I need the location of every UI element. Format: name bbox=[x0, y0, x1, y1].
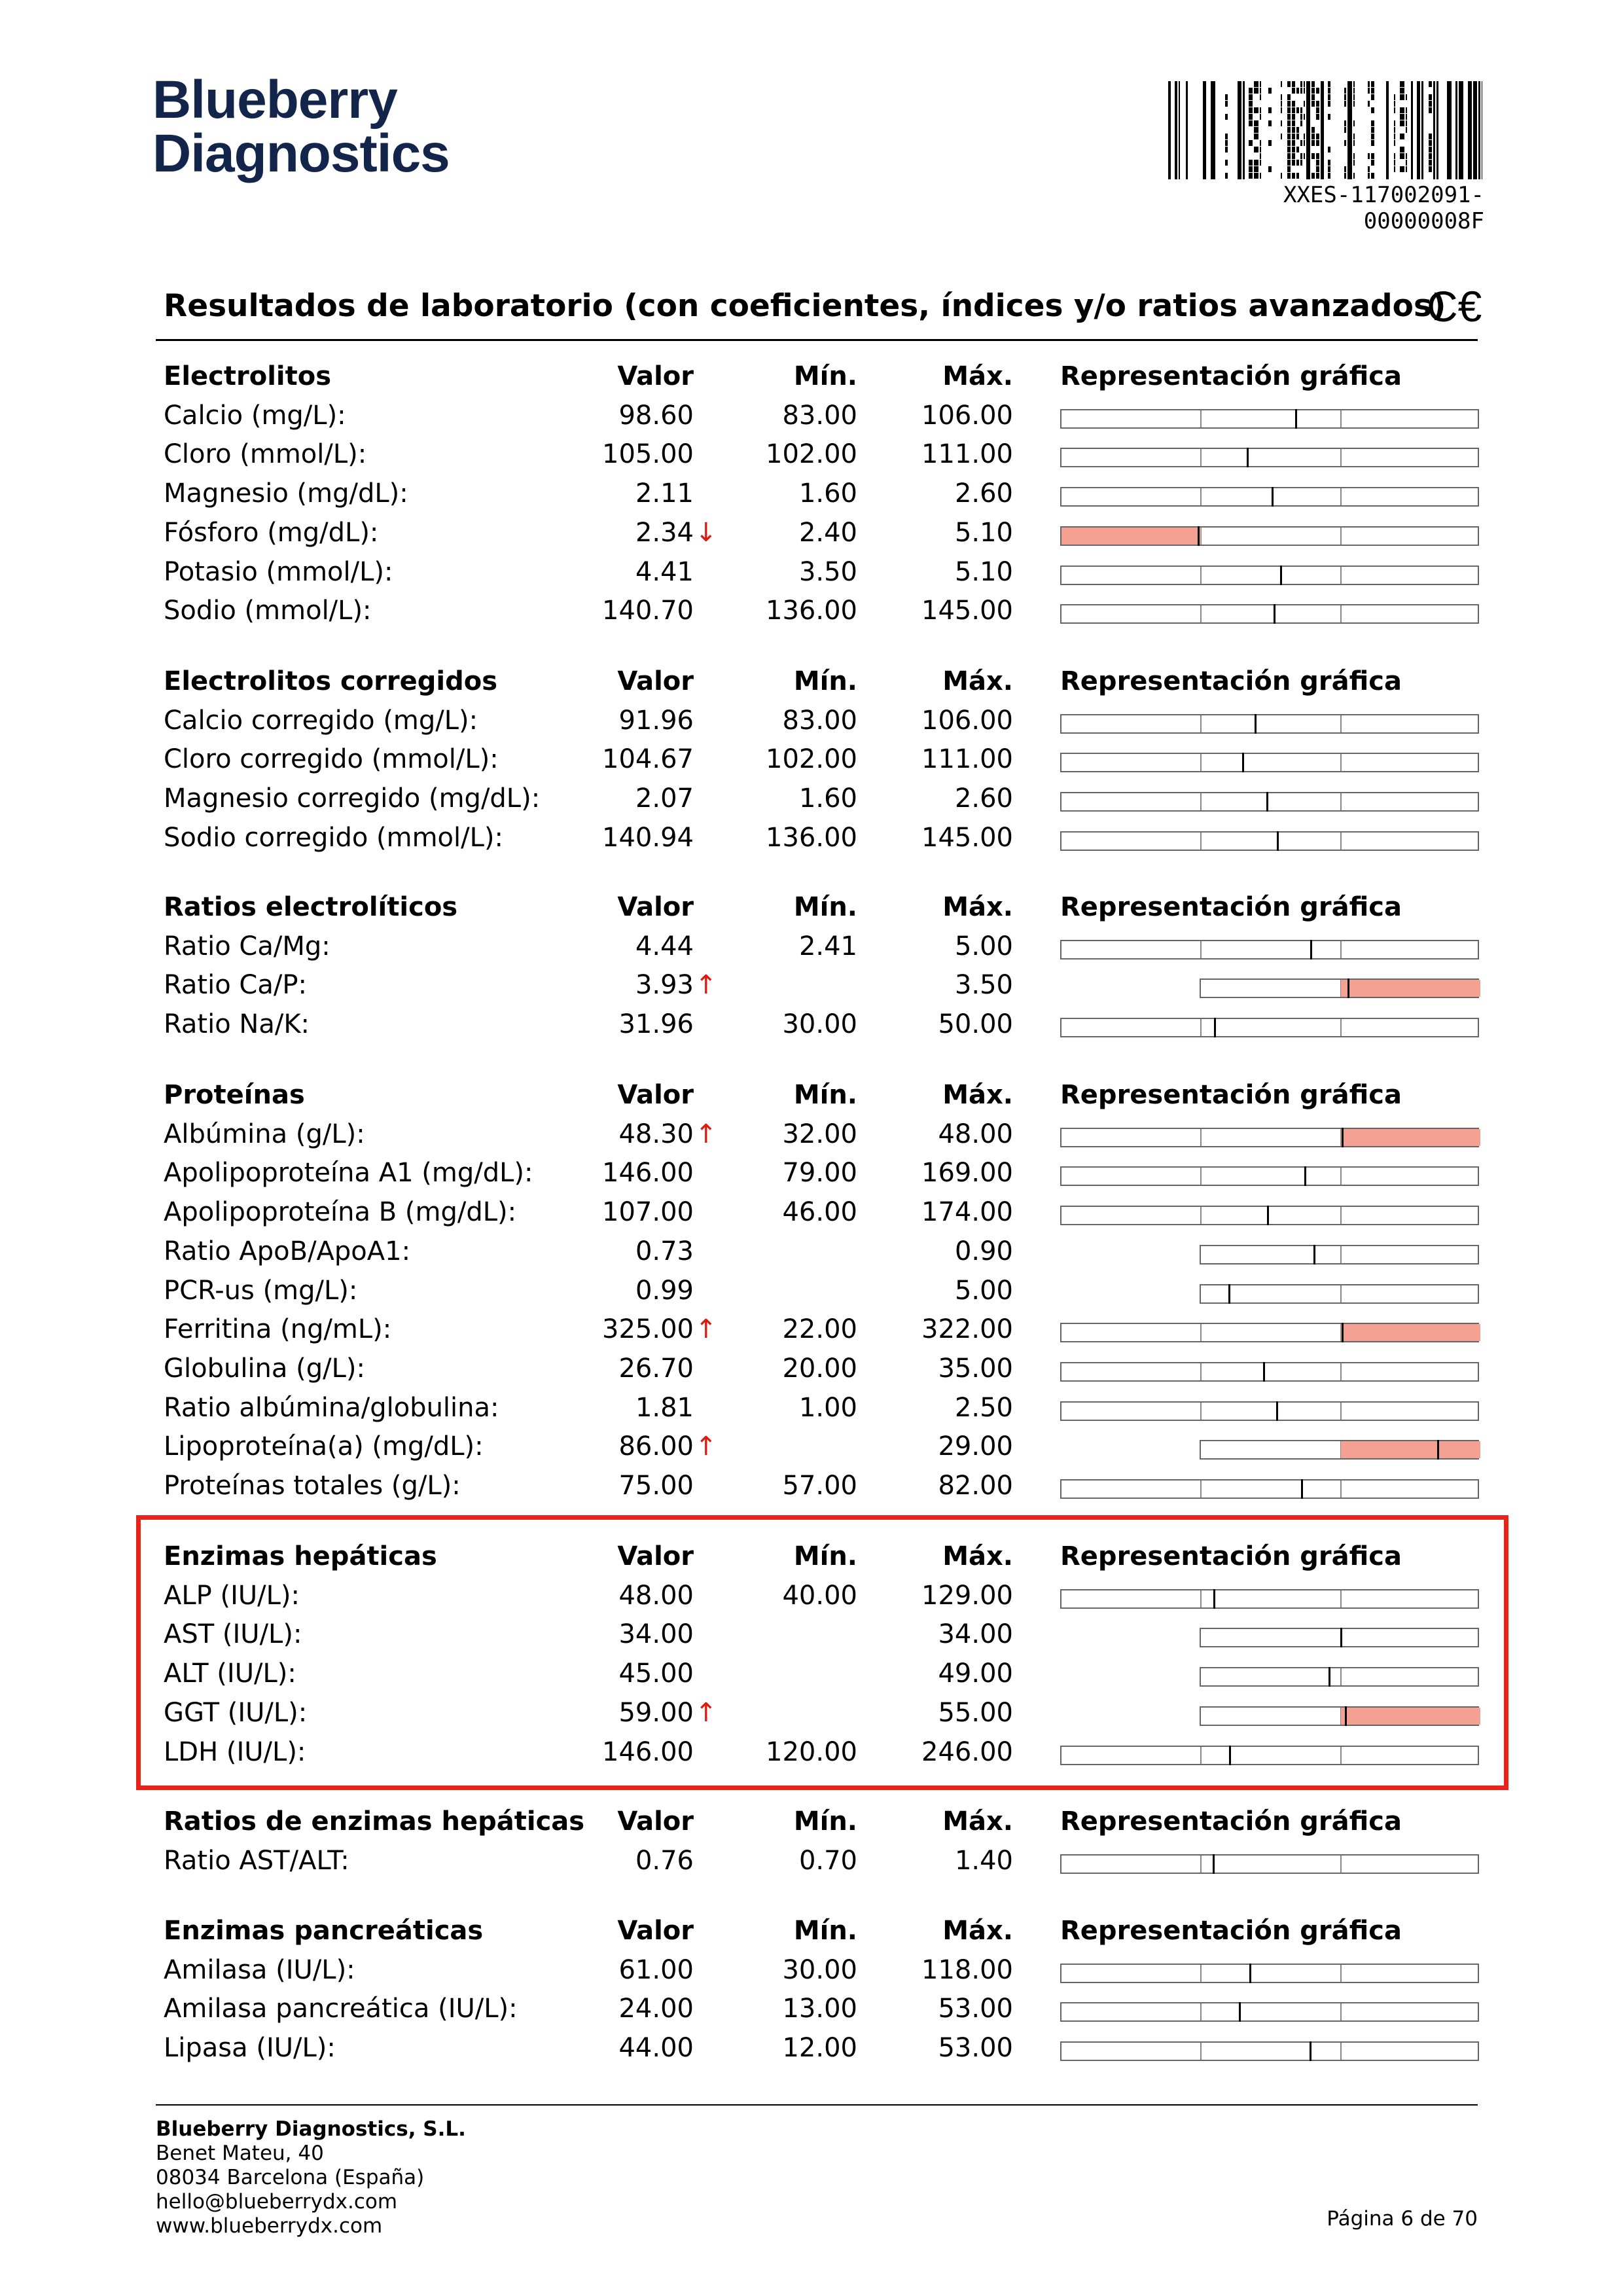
row-min: 136.00 bbox=[766, 596, 857, 626]
row-value: 86.00 bbox=[618, 1431, 694, 1462]
value-marker bbox=[1267, 1206, 1269, 1225]
column-header-value: Valor bbox=[617, 1806, 694, 1837]
row-min: 57.00 bbox=[782, 1471, 857, 1501]
table-row bbox=[0, 2030, 1623, 2069]
section-title: Ratios de enzimas hepáticas bbox=[164, 1806, 585, 1837]
row-label: Amilasa (IU/L): bbox=[164, 1954, 355, 1985]
row-min: 0.70 bbox=[798, 1845, 857, 1876]
table-row bbox=[0, 928, 1623, 967]
table-row bbox=[0, 1842, 1623, 1882]
footer-company: Blueberry Diagnostics, S.L. bbox=[156, 2117, 466, 2141]
row-value: 61.00 bbox=[618, 1954, 694, 1985]
range-bar bbox=[1060, 604, 1479, 624]
row-value: 325.00 bbox=[602, 1314, 694, 1345]
section-title: Electrolitos corregidos bbox=[164, 666, 497, 696]
brand-line-2: Diagnostics bbox=[152, 124, 450, 183]
value-marker bbox=[1310, 940, 1312, 960]
row-max: 48.00 bbox=[938, 1119, 1013, 1149]
row-min: 83.00 bbox=[782, 400, 857, 431]
row-label: Cloro corregido (mmol/L): bbox=[164, 744, 499, 775]
table-row bbox=[0, 1390, 1623, 1429]
column-header-max: Máx. bbox=[942, 1916, 1013, 1946]
table-row bbox=[0, 1311, 1623, 1350]
row-max: 145.00 bbox=[921, 596, 1013, 626]
row-label: Proteínas totales (g/L): bbox=[164, 1471, 461, 1501]
row-max: 55.00 bbox=[938, 1697, 1013, 1728]
value-marker bbox=[1214, 1018, 1216, 1037]
row-label: Ratio AST/ALT: bbox=[164, 1845, 349, 1876]
arrow-up-icon: ↑ bbox=[695, 970, 717, 1001]
row-max: 35.00 bbox=[938, 1353, 1013, 1384]
section-header bbox=[0, 663, 1623, 702]
row-label: Ratio Ca/Mg: bbox=[164, 931, 330, 961]
section-header bbox=[0, 1077, 1623, 1116]
row-value: 44.00 bbox=[618, 2033, 694, 2064]
column-header-min: Mín. bbox=[793, 1806, 857, 1837]
row-value: 24.00 bbox=[618, 1994, 694, 2024]
row-max: 1.40 bbox=[954, 1845, 1013, 1876]
row-label: Lipoproteína(a) (mg/dL): bbox=[164, 1431, 484, 1462]
table-row bbox=[0, 1467, 1623, 1507]
range-bar bbox=[1200, 1284, 1479, 1304]
row-value: 26.70 bbox=[618, 1353, 694, 1384]
row-value: 1.81 bbox=[635, 1392, 694, 1423]
row-max: 111.00 bbox=[921, 439, 1013, 470]
column-header-graph: Representación gráfica bbox=[1060, 1541, 1402, 1571]
row-value: 105.00 bbox=[602, 439, 694, 470]
row-min: 22.00 bbox=[782, 1314, 857, 1345]
brand-logo bbox=[152, 70, 493, 183]
table-row bbox=[0, 397, 1623, 437]
column-header-min: Mín. bbox=[793, 1080, 857, 1110]
value-marker bbox=[1342, 1323, 1344, 1342]
row-max: 82.00 bbox=[938, 1471, 1013, 1501]
row-min: 32.00 bbox=[782, 1119, 857, 1149]
row-label: Sodio corregido (mmol/L): bbox=[164, 822, 503, 853]
value-marker bbox=[1347, 978, 1349, 998]
row-label: Ratio ApoB/ApoA1: bbox=[164, 1236, 411, 1266]
row-value: 0.73 bbox=[635, 1236, 694, 1266]
table-row bbox=[0, 1952, 1623, 1991]
range-bar bbox=[1060, 1362, 1479, 1382]
range-bar bbox=[1060, 409, 1479, 429]
row-label: Ratio Na/K: bbox=[164, 1009, 310, 1040]
footer-rule bbox=[156, 2104, 1478, 2106]
row-min: 1.60 bbox=[798, 478, 857, 509]
table-row bbox=[0, 1350, 1623, 1390]
range-bar bbox=[1060, 526, 1479, 546]
range-bar bbox=[1200, 1245, 1479, 1265]
footer bbox=[156, 2117, 466, 2238]
row-max: 111.00 bbox=[921, 744, 1013, 775]
column-header-value: Valor bbox=[617, 361, 694, 391]
table-row bbox=[0, 514, 1623, 554]
row-label: ALT (IU/L): bbox=[164, 1659, 296, 1689]
range-bar bbox=[1060, 1479, 1479, 1499]
section-title: Enzimas hepáticas bbox=[164, 1541, 437, 1571]
barcode-id: XXES-117002091-00000008F bbox=[1283, 182, 1484, 234]
range-bar bbox=[1200, 978, 1479, 998]
highlight-box bbox=[136, 1515, 1508, 1790]
value-marker bbox=[1437, 1440, 1439, 1460]
value-marker bbox=[1255, 714, 1257, 734]
row-label: Magnesio (mg/dL): bbox=[164, 478, 408, 509]
row-label: ALP (IU/L): bbox=[164, 1580, 300, 1611]
value-marker bbox=[1198, 526, 1200, 546]
row-max: 5.00 bbox=[954, 1275, 1013, 1306]
range-bar bbox=[1060, 2041, 1479, 2061]
column-header-graph: Representación gráfica bbox=[1060, 361, 1402, 391]
value-marker bbox=[1228, 1284, 1230, 1304]
row-min: 102.00 bbox=[766, 744, 857, 775]
row-value: 0.99 bbox=[635, 1275, 694, 1306]
value-marker bbox=[1242, 753, 1244, 772]
row-label: Apolipoproteína B (mg/dL): bbox=[164, 1197, 517, 1228]
row-label: GGT (IU/L): bbox=[164, 1697, 308, 1728]
range-bar bbox=[1060, 1128, 1479, 1147]
row-min: 1.60 bbox=[798, 783, 857, 814]
row-max: 106.00 bbox=[921, 400, 1013, 431]
column-header-graph: Representación gráfica bbox=[1060, 1080, 1402, 1110]
row-label: Magnesio corregido (mg/dL): bbox=[164, 783, 541, 814]
column-header-min: Mín. bbox=[793, 1916, 857, 1946]
footer-web: www.blueberrydx.com bbox=[156, 2214, 383, 2238]
row-max: 0.90 bbox=[954, 1236, 1013, 1266]
row-value: 59.00 bbox=[618, 1697, 694, 1728]
column-header-min: Mín. bbox=[793, 1541, 857, 1571]
row-value: 4.44 bbox=[635, 931, 694, 961]
row-value: 146.00 bbox=[602, 1158, 694, 1189]
row-label: Globulina (g/L): bbox=[164, 1353, 365, 1384]
row-value: 48.30 bbox=[618, 1119, 694, 1149]
row-min: 30.00 bbox=[782, 1954, 857, 1985]
section-header bbox=[0, 1803, 1623, 1842]
row-label: AST (IU/L): bbox=[164, 1619, 302, 1650]
page-number: Página 6 de 70 bbox=[1327, 2207, 1478, 2231]
footer-street: Benet Mateu, 40 bbox=[156, 2142, 324, 2165]
row-min: 40.00 bbox=[782, 1580, 857, 1611]
row-label: Sodio (mmol/L): bbox=[164, 596, 372, 626]
row-min: 46.00 bbox=[782, 1197, 857, 1228]
table-row bbox=[0, 967, 1623, 1006]
table-row bbox=[0, 1990, 1623, 2030]
column-header-value: Valor bbox=[617, 1080, 694, 1110]
barcode-image bbox=[1168, 81, 1482, 179]
range-bar bbox=[1060, 1323, 1479, 1342]
section-header bbox=[0, 358, 1623, 397]
table-row bbox=[0, 1233, 1623, 1272]
value-marker bbox=[1342, 1128, 1344, 1147]
row-max: 118.00 bbox=[921, 1954, 1013, 1985]
row-value: 48.00 bbox=[618, 1580, 694, 1611]
table-row bbox=[0, 475, 1623, 514]
arrow-up-icon: ↑ bbox=[695, 1314, 717, 1345]
row-max: 53.00 bbox=[938, 1994, 1013, 2024]
row-value: 45.00 bbox=[618, 1659, 694, 1689]
range-bar bbox=[1060, 487, 1479, 507]
row-max: 53.00 bbox=[938, 2033, 1013, 2064]
table-row bbox=[0, 702, 1623, 742]
value-marker bbox=[1310, 2041, 1311, 2061]
row-label: Calcio (mg/L): bbox=[164, 400, 346, 431]
value-marker bbox=[1277, 831, 1279, 851]
range-bar bbox=[1060, 1964, 1479, 1983]
range-bar bbox=[1060, 1401, 1479, 1421]
table-row bbox=[0, 1116, 1623, 1155]
row-value: 75.00 bbox=[618, 1471, 694, 1501]
row-min: 120.00 bbox=[766, 1736, 857, 1767]
section-title: Electrolitos bbox=[164, 361, 332, 391]
range-bar bbox=[1060, 1206, 1479, 1225]
value-marker bbox=[1313, 1245, 1315, 1265]
value-marker bbox=[1263, 1362, 1265, 1382]
row-label: LDH (IU/L): bbox=[164, 1736, 306, 1767]
table-row bbox=[0, 1428, 1623, 1467]
footer-email: hello@blueberrydx.com bbox=[156, 2190, 398, 2214]
value-marker bbox=[1276, 1401, 1278, 1421]
row-value: 140.70 bbox=[602, 596, 694, 626]
row-value: 4.41 bbox=[635, 556, 694, 587]
row-max: 174.00 bbox=[921, 1197, 1013, 1228]
row-min: 1.00 bbox=[798, 1392, 857, 1423]
row-max: 5.10 bbox=[954, 556, 1013, 587]
value-marker bbox=[1249, 1964, 1251, 1983]
column-header-value: Valor bbox=[617, 1916, 694, 1946]
range-bar bbox=[1060, 940, 1479, 960]
range-bar bbox=[1060, 753, 1479, 772]
section-header bbox=[0, 889, 1623, 928]
value-marker bbox=[1272, 487, 1274, 507]
arrow-up-icon: ↑ bbox=[695, 1431, 717, 1462]
row-min: 102.00 bbox=[766, 439, 857, 470]
row-label: Ratio albúmina/globulina: bbox=[164, 1392, 499, 1423]
table-row bbox=[0, 592, 1623, 632]
row-max: 5.10 bbox=[954, 517, 1013, 548]
column-header-min: Mín. bbox=[793, 361, 857, 391]
column-header-value: Valor bbox=[617, 666, 694, 696]
value-marker bbox=[1213, 1854, 1215, 1874]
row-value: 2.11 bbox=[635, 478, 694, 509]
range-bar bbox=[1060, 2002, 1479, 2022]
table-row bbox=[0, 436, 1623, 475]
row-min: 20.00 bbox=[782, 1353, 857, 1384]
value-marker bbox=[1266, 792, 1268, 812]
row-value: 140.94 bbox=[602, 822, 694, 853]
row-max: 29.00 bbox=[938, 1431, 1013, 1462]
row-min: 12.00 bbox=[782, 2033, 857, 2064]
value-marker bbox=[1274, 604, 1275, 624]
table-row bbox=[0, 741, 1623, 780]
row-value: 146.00 bbox=[602, 1736, 694, 1767]
value-marker bbox=[1304, 1166, 1306, 1186]
row-value: 3.93 bbox=[635, 970, 694, 1001]
row-max: 49.00 bbox=[938, 1659, 1013, 1689]
row-min: 2.40 bbox=[798, 517, 857, 548]
row-value: 107.00 bbox=[602, 1197, 694, 1228]
range-bar bbox=[1060, 565, 1479, 585]
row-label: Lipasa (IU/L): bbox=[164, 2033, 336, 2064]
column-header-min: Mín. bbox=[793, 892, 857, 922]
brand-line-1: Blueberry bbox=[152, 70, 397, 130]
column-header-value: Valor bbox=[617, 892, 694, 922]
row-min: 83.00 bbox=[782, 705, 857, 736]
column-header-graph: Representación gráfica bbox=[1060, 666, 1402, 696]
value-marker bbox=[1239, 2002, 1241, 2022]
row-label: Albúmina (g/L): bbox=[164, 1119, 365, 1149]
row-label: Apolipoproteína A1 (mg/dL): bbox=[164, 1158, 533, 1189]
row-max: 2.50 bbox=[954, 1392, 1013, 1423]
value-marker bbox=[1301, 1479, 1303, 1499]
row-max: 34.00 bbox=[938, 1619, 1013, 1650]
column-header-value: Valor bbox=[617, 1541, 694, 1571]
value-marker bbox=[1247, 448, 1249, 467]
row-max: 129.00 bbox=[921, 1580, 1013, 1611]
column-header-max: Máx. bbox=[942, 361, 1013, 391]
row-min: 3.50 bbox=[798, 556, 857, 587]
column-header-max: Máx. bbox=[942, 892, 1013, 922]
column-header-graph: Representación gráfica bbox=[1060, 1916, 1402, 1946]
row-value: 91.96 bbox=[618, 705, 694, 736]
column-header-graph: Representación gráfica bbox=[1060, 892, 1402, 922]
section-title: Enzimas pancreáticas bbox=[164, 1916, 484, 1946]
row-max: 3.50 bbox=[954, 970, 1013, 1001]
table-row bbox=[0, 1194, 1623, 1233]
title-rule bbox=[156, 339, 1478, 341]
row-max: 145.00 bbox=[921, 822, 1013, 853]
row-max: 2.60 bbox=[954, 478, 1013, 509]
row-min: 2.41 bbox=[798, 931, 857, 961]
row-min: 79.00 bbox=[782, 1158, 857, 1189]
arrow-up-icon: ↑ bbox=[695, 1119, 717, 1149]
section-title: Proteínas bbox=[164, 1080, 305, 1110]
row-label: Ratio Ca/P: bbox=[164, 970, 307, 1001]
table-row bbox=[0, 1272, 1623, 1312]
column-header-max: Máx. bbox=[942, 666, 1013, 696]
row-max: 50.00 bbox=[938, 1009, 1013, 1040]
row-label: Calcio corregido (mg/L): bbox=[164, 705, 478, 736]
row-max: 106.00 bbox=[921, 705, 1013, 736]
footer-city: 08034 Barcelona (España) bbox=[156, 2166, 425, 2189]
range-bar bbox=[1060, 1018, 1479, 1037]
table-row bbox=[0, 1006, 1623, 1045]
range-bar bbox=[1060, 792, 1479, 812]
row-max: 322.00 bbox=[921, 1314, 1013, 1345]
row-max: 246.00 bbox=[921, 1736, 1013, 1767]
row-max: 5.00 bbox=[954, 931, 1013, 961]
row-min: 30.00 bbox=[782, 1009, 857, 1040]
column-header-max: Máx. bbox=[942, 1541, 1013, 1571]
range-bar bbox=[1060, 1166, 1479, 1186]
arrow-down-icon: ↓ bbox=[695, 517, 717, 548]
table-row bbox=[0, 1155, 1623, 1194]
range-bar bbox=[1200, 1440, 1479, 1460]
row-value: 31.96 bbox=[618, 1009, 694, 1040]
row-max: 2.60 bbox=[954, 783, 1013, 814]
column-header-max: Máx. bbox=[942, 1080, 1013, 1110]
row-min: 136.00 bbox=[766, 822, 857, 853]
row-value: 2.34 bbox=[635, 517, 694, 548]
row-min: 13.00 bbox=[782, 1994, 857, 2024]
section-header bbox=[0, 1912, 1623, 1952]
row-max: 169.00 bbox=[921, 1158, 1013, 1189]
column-header-max: Máx. bbox=[942, 1806, 1013, 1837]
ce-mark-logo: C€ bbox=[1427, 282, 1482, 331]
column-header-graph: Representación gráfica bbox=[1060, 1806, 1402, 1837]
row-label: Amilasa pancreática (IU/L): bbox=[164, 1994, 518, 2024]
row-label: Potasio (mmol/L): bbox=[164, 556, 393, 587]
table-row bbox=[0, 554, 1623, 593]
table-row bbox=[0, 819, 1623, 859]
value-marker bbox=[1280, 565, 1282, 585]
section-title: Ratios electrolíticos bbox=[164, 892, 458, 922]
range-bar bbox=[1060, 714, 1479, 734]
row-value: 98.60 bbox=[618, 400, 694, 431]
row-value: 104.67 bbox=[602, 744, 694, 775]
value-marker bbox=[1295, 409, 1297, 429]
table-row bbox=[0, 780, 1623, 819]
range-bar bbox=[1060, 1854, 1479, 1874]
row-label: Fósforo (mg/dL): bbox=[164, 517, 379, 548]
row-label: Cloro (mmol/L): bbox=[164, 439, 367, 470]
range-bar bbox=[1060, 448, 1479, 467]
row-value: 0.76 bbox=[635, 1845, 694, 1876]
row-label: PCR-us (mg/L): bbox=[164, 1275, 358, 1306]
arrow-up-icon: ↑ bbox=[695, 1697, 717, 1728]
row-value: 34.00 bbox=[618, 1619, 694, 1650]
page-title: Resultados de laboratorio (con coeficientes, índices y/o ratios avanzados) bbox=[164, 288, 1446, 324]
column-header-min: Mín. bbox=[793, 666, 857, 696]
row-value: 2.07 bbox=[635, 783, 694, 814]
row-label: Ferritina (ng/mL): bbox=[164, 1314, 392, 1345]
range-bar bbox=[1060, 831, 1479, 851]
